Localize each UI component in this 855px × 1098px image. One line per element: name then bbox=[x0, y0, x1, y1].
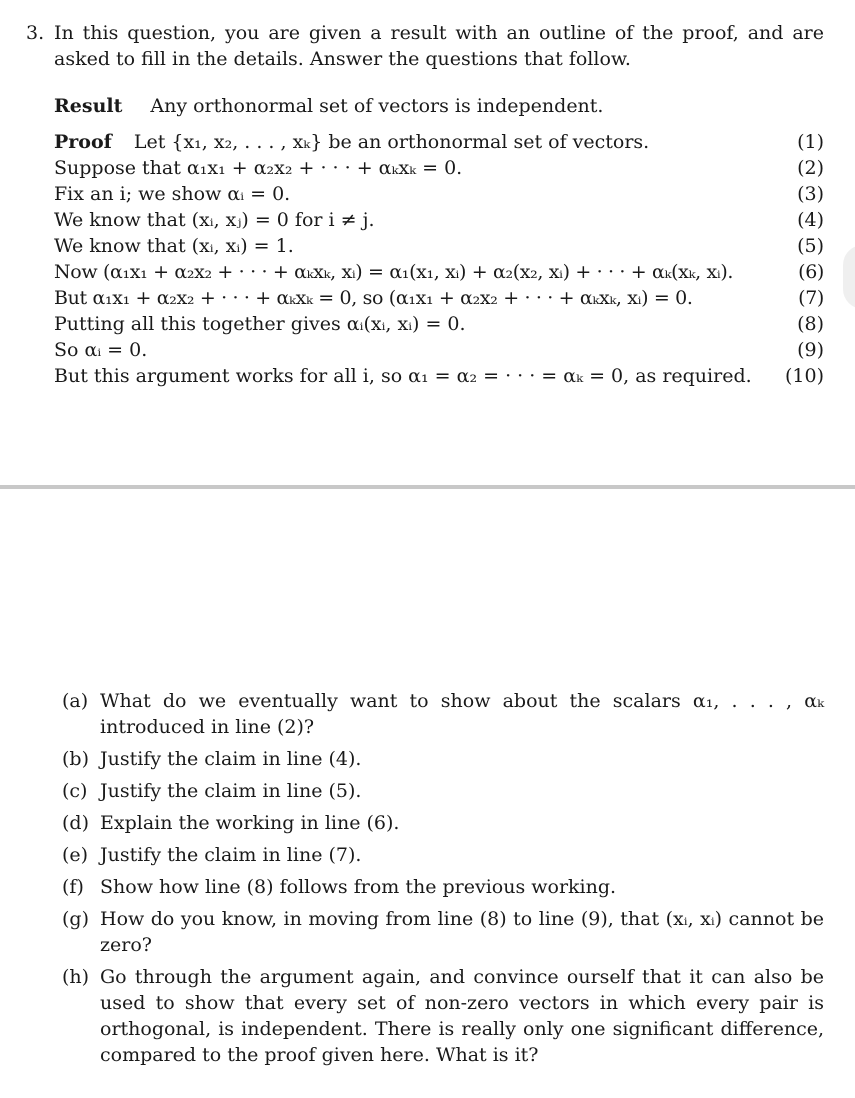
part-b bbox=[62, 746, 824, 772]
part-text: Show how line (8) follows from the previous working. bbox=[100, 876, 617, 898]
part-label: (d) bbox=[62, 812, 89, 834]
proof-line-4 bbox=[54, 207, 824, 233]
question-parts bbox=[62, 688, 824, 1074]
part-text: Justify the claim in line (5). bbox=[100, 780, 362, 802]
proof-line-number: (10) bbox=[784, 365, 824, 387]
proof-line-6 bbox=[54, 259, 824, 285]
proof-line-9 bbox=[54, 337, 824, 363]
proof-line-text: So αᵢ = 0. bbox=[54, 339, 148, 361]
proof-lines bbox=[54, 129, 824, 389]
part-c bbox=[62, 778, 824, 804]
result-statement bbox=[54, 93, 603, 119]
proof-label: Proof bbox=[54, 131, 112, 153]
proof-line-number: (2) bbox=[797, 157, 824, 179]
proof-line-text: Now (α₁x₁ + α₂x₂ + · · · + αₖxₖ, xᵢ) = α₁(x₁, xᵢ) + α₂(x₂, xᵢ) + · · · + αₖ(xₖ, xᵢ). bbox=[54, 261, 734, 283]
result-text: Any orthonormal set of vectors is independent. bbox=[150, 95, 604, 117]
proof-line-text: We know that (xᵢ, xᵢ) = 1. bbox=[54, 235, 294, 257]
part-label: (g) bbox=[62, 908, 89, 930]
part-a bbox=[62, 688, 824, 740]
proof-line-5 bbox=[54, 233, 824, 259]
part-label: (h) bbox=[62, 966, 90, 988]
proof-line-2 bbox=[54, 155, 824, 181]
result-label: Result bbox=[54, 95, 123, 117]
part-label: (e) bbox=[62, 844, 89, 866]
proof-line-text: But α₁x₁ + α₂x₂ + · · · + αₖxₖ = 0, so (α₁x₁ + α₂x₂ + · · · + αₖxₖ, xᵢ) = 0. bbox=[54, 287, 693, 309]
part-e bbox=[62, 842, 824, 868]
part-text: Explain the working in line (6). bbox=[100, 812, 400, 834]
proof-line-text: Putting all this together gives αᵢ(xᵢ, xᵢ) = 0. bbox=[54, 313, 466, 335]
part-g bbox=[62, 906, 824, 958]
proof-line-number: (9) bbox=[797, 339, 824, 361]
part-label: (b) bbox=[62, 748, 89, 770]
proof-line-number: (7) bbox=[798, 287, 824, 309]
question-number: 3. bbox=[26, 22, 45, 44]
proof-line-number: (4) bbox=[797, 209, 824, 231]
proof-line-number: (1) bbox=[797, 131, 824, 153]
proof-line-10 bbox=[54, 363, 824, 389]
proof-line-number: (8) bbox=[797, 313, 824, 335]
part-label: (a) bbox=[62, 690, 89, 712]
part-text: What do we eventually want to show about the scalars α₁, . . . , αₖ introduced in line (2)? bbox=[100, 690, 824, 738]
part-h bbox=[62, 964, 824, 1068]
side-bubble bbox=[843, 245, 855, 309]
part-text: Go through the argument again, and convince ourself that it can also be used to show that every set of non-zero vectors in which every pair is orthogonal, is independent. There is really only one significant difference, compared to the proof given here. What is it? bbox=[100, 966, 824, 1066]
proof-line-7 bbox=[54, 285, 824, 311]
part-label: (c) bbox=[62, 780, 88, 802]
proof-line-8 bbox=[54, 311, 824, 337]
proof-line-text: Let {x₁, x₂, . . . , xₖ} be an orthonormal set of vectors. bbox=[133, 131, 650, 153]
section-divider bbox=[0, 485, 855, 489]
part-d bbox=[62, 810, 824, 836]
proof-line-text: We know that (xᵢ, xⱼ) = 0 for i ≠ j. bbox=[54, 209, 375, 231]
proof-line-text: Suppose that α₁x₁ + α₂x₂ + · · · + αₖxₖ = 0. bbox=[54, 157, 463, 179]
part-text: Justify the claim in line (7). bbox=[100, 844, 362, 866]
part-f bbox=[62, 874, 824, 900]
part-label: (f) bbox=[62, 876, 84, 898]
part-text: How do you know, in moving from line (8) to line (9), that (xᵢ, xᵢ) cannot be zero? bbox=[100, 908, 824, 956]
proof-line-3 bbox=[54, 181, 824, 207]
proof-line-1 bbox=[54, 129, 824, 155]
part-text: Justify the claim in line (4). bbox=[100, 748, 362, 770]
question-intro: In this question, you are given a result with an outline of the proof, and are asked to fill in the details. Answer the questions that follow. bbox=[54, 22, 824, 70]
proof-line-number: (3) bbox=[797, 183, 824, 205]
proof-line-number: (5) bbox=[797, 235, 824, 257]
proof-line-number: (6) bbox=[798, 261, 824, 283]
proof-line-text: But this argument works for all i, so α₁ = α₂ = · · · = αₖ = 0, as required. bbox=[54, 365, 752, 387]
proof-line-text: Fix an i; we show αᵢ = 0. bbox=[54, 183, 291, 205]
